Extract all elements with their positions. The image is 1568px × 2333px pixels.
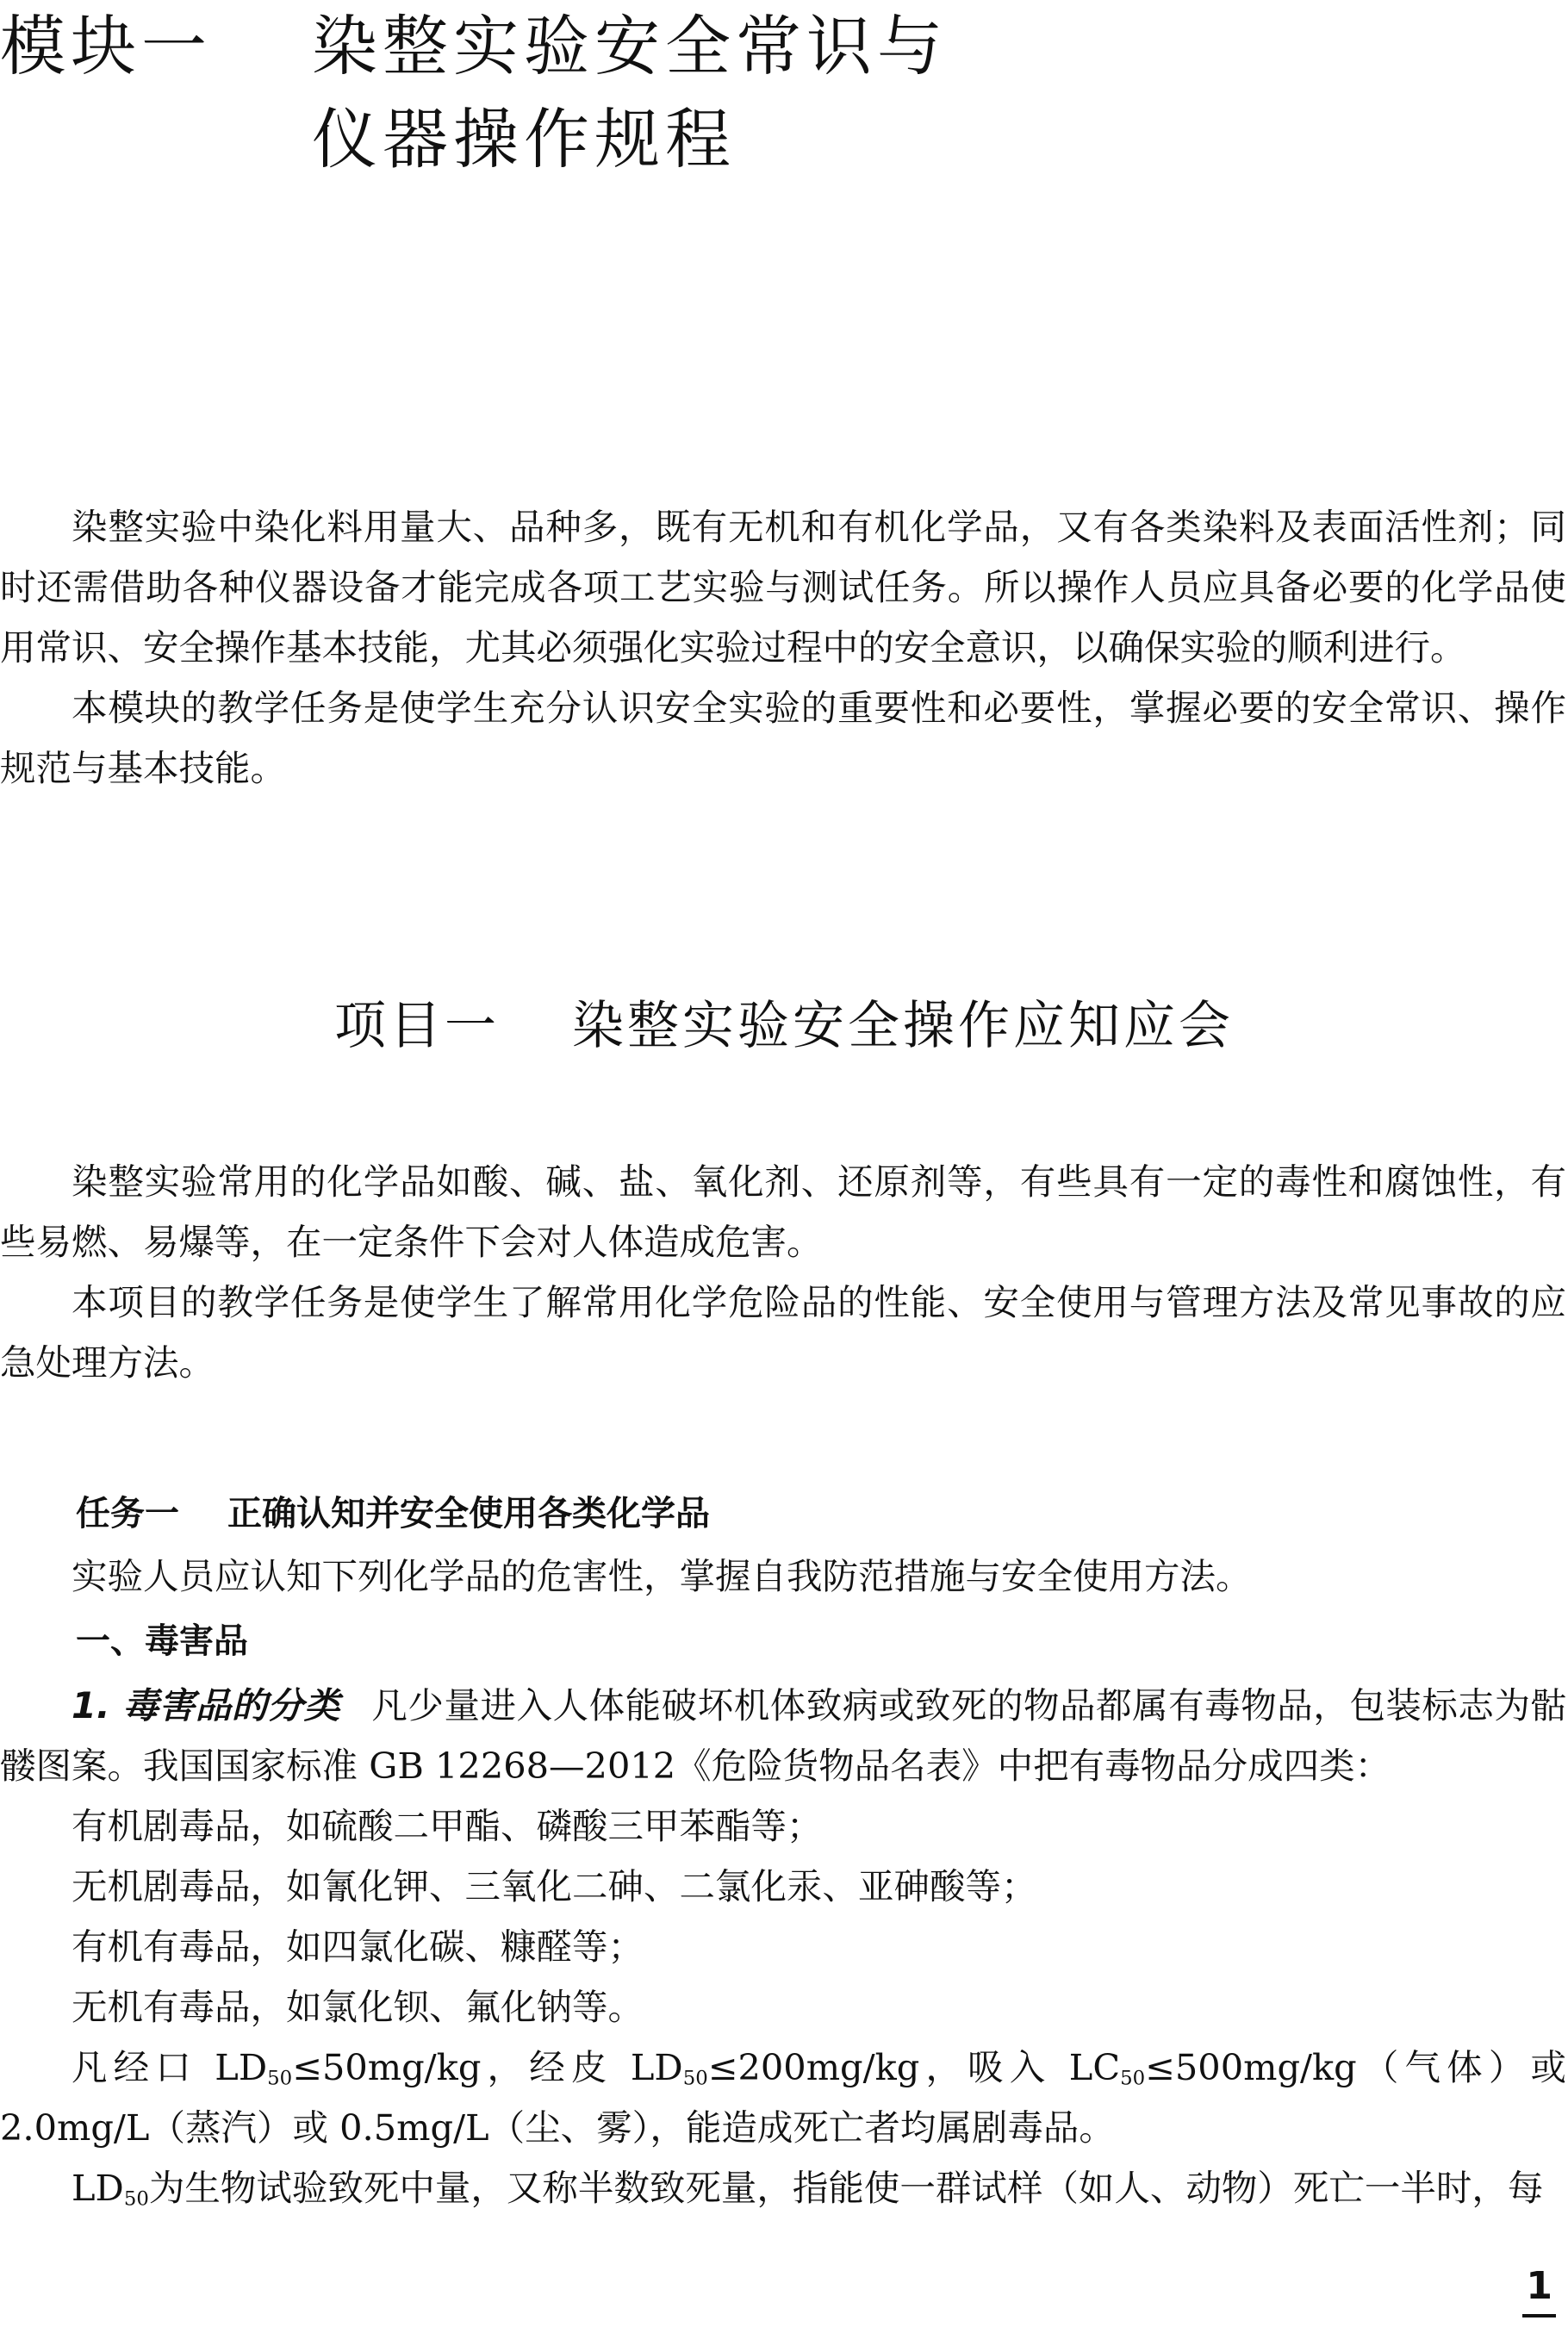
classification-text: 凡少量进入人体能破坏机体致病或致死的物品都属有毒物品，包装标志为骷髅图案。我国国家标准 GB 12268—2012《危险货物品名表》中把有毒物品分成四类： <box>0 1684 1566 1787</box>
category-item-3: 有机有毒品，如四氯化碳、糠醛等； <box>72 1926 644 1968</box>
subscript-50: 50 <box>1120 2067 1146 2090</box>
classification-runin-heading: 1. 毒害品的分类 <box>72 1684 340 1726</box>
module-title-line-2 <box>0 93 948 186</box>
task-title <box>76 1484 710 1544</box>
ld50-paragraph: $LD_{50}$为生物试验致死中量，又称半数致死量，指能使一群试样（如人、动物）死亡一半时，每 <box>72 2167 1544 2211</box>
project-title-text: 染整实验安全操作应知应会 <box>572 996 1234 1056</box>
page-number: 1 <box>1522 2264 1556 2317</box>
section-body <box>0 1676 1566 2218</box>
task-intro-paragraph: 实验人员应认知下列化学品的危害性，掌握自我防范措施与安全使用方法。 <box>72 1555 1252 1597</box>
module-title-text-2: 仪器操作规程 <box>312 101 736 177</box>
task-title-text: 正确认知并安全使用各类化学品 <box>227 1494 710 1534</box>
category-item-4: 无机有毒品，如氯化钡、氟化钠等。 <box>72 1986 644 2028</box>
criteria-paragraph: 凡经口 $LD_{50}\le 50mg/kg$，经皮 $LD_{50}\le 200mg/kg$，吸入 $LC_{50}\le 500mg/kg$（气体）或 2.0mg/L（蒸汽）或 0.5mg/L（尘、雾），能造成死亡者均属剧毒品。 <box>0 2046 1566 2149</box>
category-item-2: 无机剧毒品，如氰化钾、三氧化二砷、二氯化汞、亚砷酸等； <box>72 1865 1037 1907</box>
section-heading-toxic: 一、毒害品 <box>76 1621 248 1661</box>
subscript-50: 50 <box>682 2067 708 2090</box>
project-intro-paragraph-2: 本项目的教学任务是使学生了解常用化学危险品的性能、安全使用与管理方法及常见事故的应急处理方法。 <box>0 1281 1566 1384</box>
module-label: 模块一 <box>0 8 212 84</box>
project-intro-paragraph-1: 染整实验常用的化学品如酸、碱、盐、氧化剂、还原剂等，有些具有一定的毒性和腐蚀性，有些易燃、易爆等，在一定条件下会对人体造成危害。 <box>0 1160 1566 1263</box>
project-label: 项目一 <box>334 996 500 1056</box>
category-item-1: 有机剧毒品，如硫酸二甲酯、磷酸三甲苯酯等； <box>72 1805 823 1847</box>
project-title <box>0 992 1568 1061</box>
module-intro-paragraph-2: 本模块的教学任务是使学生充分认识安全实验的重要性和必要性，掌握必要的安全常识、操作规范与基本技能。 <box>0 687 1566 789</box>
module-intro-paragraph-1: 染整实验中染化料用量大、品种多，既有无机和有机化学品，又有各类染料及表面活性剂；同时还需借助各种仪器设备才能完成各项工艺实验与测试任务。所以操作人员应具备必要的化学品使用常识、安全操作基本技能，尤其必须强化实验过程中的安全意识，以确保实验的顺利进行。 <box>0 506 1566 669</box>
module-intro <box>0 497 1566 799</box>
subscript-50: 50 <box>123 2187 149 2211</box>
task-label: 任务一 <box>76 1494 179 1534</box>
module-title-line-1 <box>0 0 948 93</box>
classification-paragraph <box>0 1676 1566 1796</box>
task-intro <box>0 1546 1566 1607</box>
subscript-50: 50 <box>267 2067 293 2090</box>
module-title <box>0 0 948 186</box>
module-title-text-1: 染整实验安全常识与 <box>312 8 948 84</box>
project-intro <box>0 1152 1566 1393</box>
